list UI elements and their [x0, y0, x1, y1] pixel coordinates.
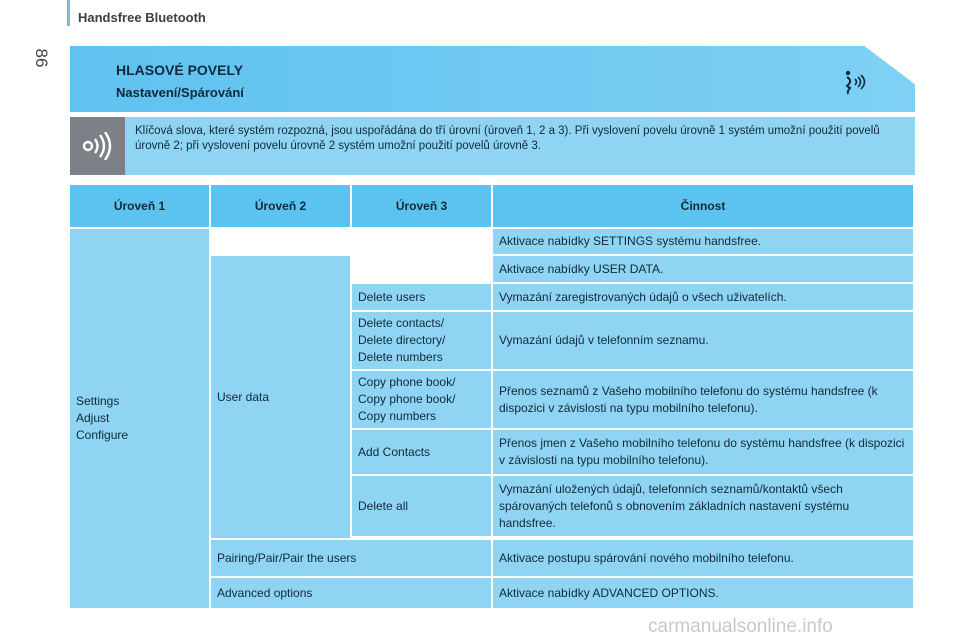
header-level-3: Úroveň 3	[352, 185, 491, 227]
level3-cell: Delete all	[352, 476, 491, 536]
empty-cell	[211, 229, 491, 254]
level3-cell: Delete users	[352, 284, 491, 310]
header-action: Činnost	[493, 185, 913, 227]
action-cell: Vymazání zaregistrovaných údajů o všech uživatelích.	[493, 284, 913, 310]
banner-subtitle: Nastavení/Spárování	[116, 85, 244, 100]
table-row	[70, 229, 913, 254]
section-title: Handsfree Bluetooth	[78, 10, 206, 25]
action-cell: Aktivace nabídky SETTINGS systému handsfree.	[493, 229, 913, 254]
header-level-2: Úroveň 2	[211, 185, 350, 227]
section-marker	[67, 0, 70, 26]
sound-waves-icon	[80, 132, 116, 160]
level2-pairing: Pairing/Pair/Pair the users	[211, 540, 491, 576]
intro-text: Klíčová slova, které systém rozpozná, jsou uspořádána do tří úrovní (úroveň 1, 2 a 3). Při vyslovení povelu úrovně 1 systém umožní použití povelů úrovně 2; při vyslovení povelu úrovně 2 systém umožní použití povelů úrovně 3.	[135, 125, 880, 152]
action-cell: Vymazání údajů v telefonním seznamu.	[493, 312, 913, 369]
table-header-row	[70, 185, 913, 227]
watermark: carmanualsonline.info	[648, 616, 833, 637]
level3-cell: Add Contacts	[352, 430, 491, 474]
level3-cell: Delete contacts/ Delete directory/ Delete numbers	[352, 312, 491, 369]
action-cell: Vymazání uložených údajů, telefonních seznamů/kontaktů všech spárovaných telefonů s obnovením základních nastavení systému handsfree.	[493, 476, 913, 536]
banner	[70, 46, 915, 112]
level3-cell: Copy phone book/ Copy phone book/ Copy numbers	[352, 371, 491, 428]
action-cell: Přenos seznamů z Vašeho mobilního telefonu do systému handsfree (k dispozici v závislosti na typu mobilního telefonu).	[493, 371, 913, 428]
level2-advanced: Advanced options	[211, 578, 491, 608]
page-number: 86	[32, 48, 51, 68]
banner-title: HLASOVÉ POVELY	[116, 62, 244, 78]
action-cell: Aktivace nabídky ADVANCED OPTIONS.	[493, 578, 913, 608]
action-cell: Aktivace nabídky USER DATA.	[493, 256, 913, 282]
empty-cell	[352, 256, 491, 282]
voice-commands-table	[68, 183, 915, 610]
voice-command-icon	[838, 66, 872, 96]
action-cell: Přenos jmen z Vašeho mobilního telefonu do systému handsfree (k dispozici v závislosti na typu mobilního telefonu).	[493, 430, 913, 474]
intro-icon-box	[70, 117, 125, 175]
header-level-1: Úroveň 1	[70, 185, 209, 227]
level1-settings: Settings Adjust Configure	[70, 229, 209, 608]
level2-user-data: User data	[211, 256, 350, 538]
action-cell: Aktivace postupu spárování nového mobilního telefonu.	[493, 540, 913, 576]
